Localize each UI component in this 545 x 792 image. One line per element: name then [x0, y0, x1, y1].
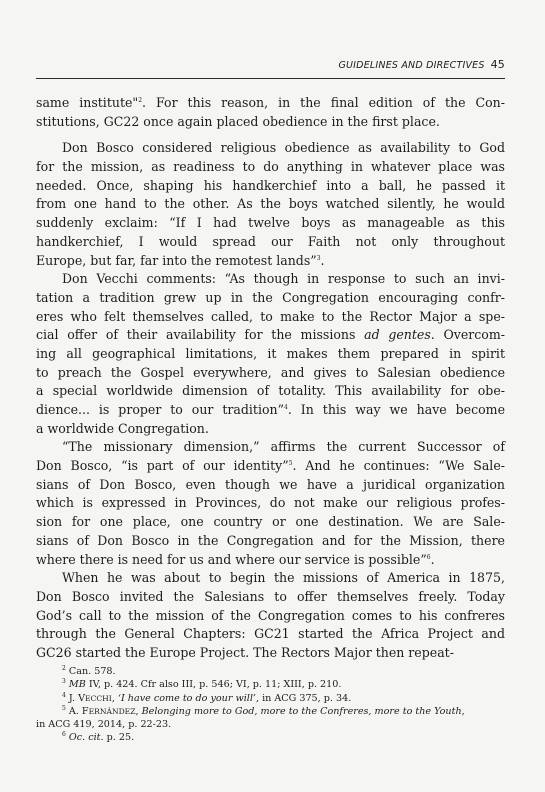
- text-line: God’s call to the mission of the Congregation comes to his confreres: [36, 607, 505, 623]
- text-line: Europe, but far, far into the remotest lands”$^3$.: [36, 252, 325, 268]
- text-line: dience... is proper to our tradition”$^4$. In this way we have become: [36, 402, 506, 417]
- text-line: from one hand to the other. As the boys watched silently, he would: [36, 196, 505, 212]
- text-line: for the mission, as readiness to do anything in whatever place was: [36, 159, 505, 175]
- text-line: tation a tradition grew up in the Congregation encouraging confr-: [36, 289, 505, 305]
- footnote: in ACG 419, 2014, p. 22-23.: [36, 719, 172, 731]
- text-line: to preach the Gospel everywhere, and gives to Salesian obedience: [36, 364, 505, 380]
- text-line: handkerchief, I would spread our Faith not only throughout: [36, 233, 505, 249]
- running-header: [36, 58, 505, 79]
- text-line: a special worldwide dimension of totality. This availability for obe-: [36, 383, 505, 399]
- text-line: sion for one place, one country or one destination. We are Sale-: [36, 514, 505, 530]
- footnote: $^4$ J. VECCHI, ‘I have come to do your will’, in ACG 375, p. 34.: [62, 691, 352, 704]
- text-line: When he was about to begin the missions of America in 1875,: [62, 570, 505, 586]
- text-line: ing all geographical limitations, it makes them prepared in spirit: [36, 345, 505, 361]
- paragraph: [36, 94, 505, 131]
- text-line: suddenly exclaim: “If I had twelve boys as manageable as this: [36, 215, 505, 231]
- text-line: same institute"$^2$. For this reason, in the final edition of the Con-: [36, 95, 505, 110]
- text-line: GC26 started the Europe Project. The Rectors Major then repeat-: [36, 644, 454, 660]
- text-line: eres who felt themselves called, to make to the Rector Major a spe-: [36, 308, 505, 324]
- text-line: “The missionary dimension,” affirms the current Successor of: [62, 439, 505, 455]
- footnotes: [36, 665, 505, 745]
- text-line: Don Bosco invited the Salesians to offer themselves freely. Today: [36, 588, 505, 604]
- page-number: 45: [490, 58, 505, 71]
- text-line: a worldwide Congregation.: [36, 420, 209, 436]
- text-line: sians of Don Bosco in the Congregation and for the Mission, there: [36, 532, 505, 548]
- paragraph: [36, 139, 505, 270]
- text-line: which is expressed in Provinces, do not make our religious profes-: [36, 495, 505, 511]
- paragraph: [36, 438, 505, 569]
- footnote: $^6$ Oc. cit. p. 25.: [62, 731, 135, 744]
- running-title: GUIDELINES AND DIRECTIVES: [338, 60, 485, 71]
- text-line: where there is need for us and where our service is possible”$^6$.: [36, 551, 435, 567]
- text-line: stitutions, GC22 once again placed obedience in the first place.: [36, 113, 440, 129]
- text-line: Don Bosco, “is part of our identity”$^5$. And he continues: “We Sale-: [36, 458, 505, 474]
- footnote: $^5$ A. FERNÁNDEZ, Belonging more to God, more to the Confreres, more to the Youth,: [62, 704, 465, 717]
- footnote: $^2$ Can. 578.: [62, 664, 116, 677]
- paragraph: [36, 569, 505, 662]
- paragraph: [36, 270, 505, 438]
- text-line: through the General Chapters: GC21 started the Africa Project and: [36, 626, 505, 642]
- text-line: Don Bosco considered religious obedience as availability to God: [62, 140, 505, 156]
- text-line: Don Vecchi comments: “As though in response to such an invi-: [62, 271, 505, 287]
- text-line: sians of Don Bosco, even though we have a juridical organization: [36, 476, 505, 492]
- text-line: needed. Once, shaping his handkerchief into a ball, he passed it: [36, 177, 505, 193]
- footnote: $^3$ MB IV, p. 424. Cfr also III, p. 546; VI, p. 11; XIII, p. 210.: [62, 678, 342, 691]
- text-line: cial offer of their availability for the missions ad gentes. Overcom-: [36, 327, 505, 343]
- body-text: [36, 94, 505, 663]
